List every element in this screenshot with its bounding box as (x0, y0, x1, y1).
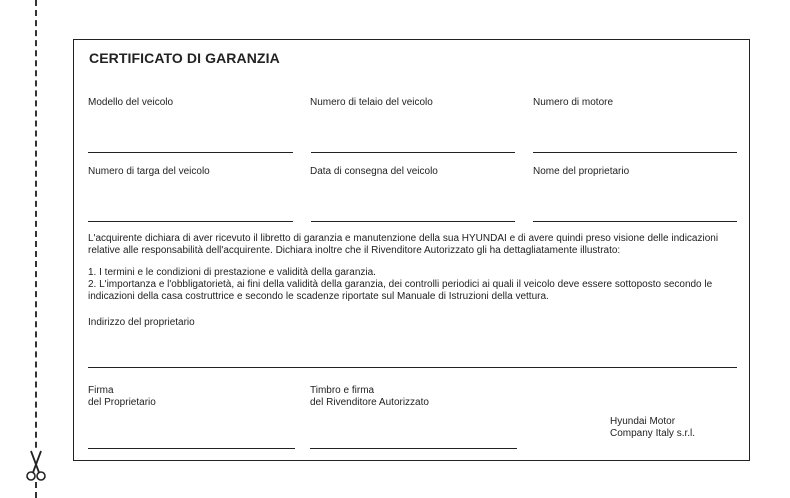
owner-signature-label-line2: del Proprietario (88, 397, 156, 408)
field-line-plate-number[interactable] (88, 221, 293, 222)
field-line-chassis-number[interactable] (311, 152, 515, 153)
owner-signature-line[interactable] (88, 448, 295, 449)
field-label-engine-number: Numero di motore (533, 97, 614, 108)
cut-line (35, 0, 37, 498)
declaration-item-1: 1. I termini e le condizioni di prestazione e validità della garanzia. (88, 267, 376, 278)
field-line-delivery-date[interactable] (311, 221, 515, 222)
field-label-plate-number: Numero di targa del veicolo (88, 166, 210, 177)
field-line-vehicle-model[interactable] (88, 152, 293, 153)
declaration-item-2: 2. L'importanza e l'obbligatorietà, ai fini della validità della garanzia, dei controlli periodici ai quali il veicolo deve essere sottoposto secondo le indicazioni della casa costruttrice e secondo le scadenze riportate sul Manuale di Istruzioni della vettura. (88, 279, 713, 302)
owner-signature-label-line1: Firma (88, 385, 114, 396)
field-line-owner-address[interactable] (88, 367, 737, 368)
declaration-paragraph: L'acquirente dichiara di aver ricevuto il libretto di garanzia e manutenzione della sua HYUNDAI e di avere quindi preso visione delle indicazioni relative alle responsabilità dell'acquirente. Dichiara inoltre che il Rivenditore Autorizzato gli ha dettagliatamente illustrato: (88, 233, 719, 256)
company-name (610, 416, 695, 440)
field-label-delivery-date: Data di consegna del veicolo (310, 166, 438, 177)
dealer-stamp-label (310, 385, 429, 409)
field-label-chassis-number: Numero di telaio del veicolo (310, 97, 433, 108)
dealer-stamp-line[interactable] (310, 448, 517, 449)
declaration-list (88, 267, 728, 303)
field-line-owner-name[interactable] (533, 221, 737, 222)
field-label-owner-name: Nome del proprietario (533, 166, 630, 177)
company-name-line2: Company Italy s.r.l. (610, 428, 696, 439)
declaration-text (88, 233, 728, 257)
dealer-stamp-label-line2: del Rivenditore Autorizzato (310, 397, 429, 408)
warranty-certificate (73, 39, 750, 461)
field-label-owner-address: Indirizzo del proprietario (88, 317, 195, 328)
certificate-title: CERTIFICATO DI GARANZIA (89, 50, 280, 66)
company-name-line1: Hyundai Motor (610, 416, 676, 427)
field-line-engine-number[interactable] (533, 152, 737, 153)
dealer-stamp-label-line1: Timbro e firma (310, 385, 375, 396)
field-label-vehicle-model: Modello del veicolo (88, 97, 174, 108)
owner-signature-label (88, 385, 156, 409)
scissors-icon (24, 448, 48, 482)
